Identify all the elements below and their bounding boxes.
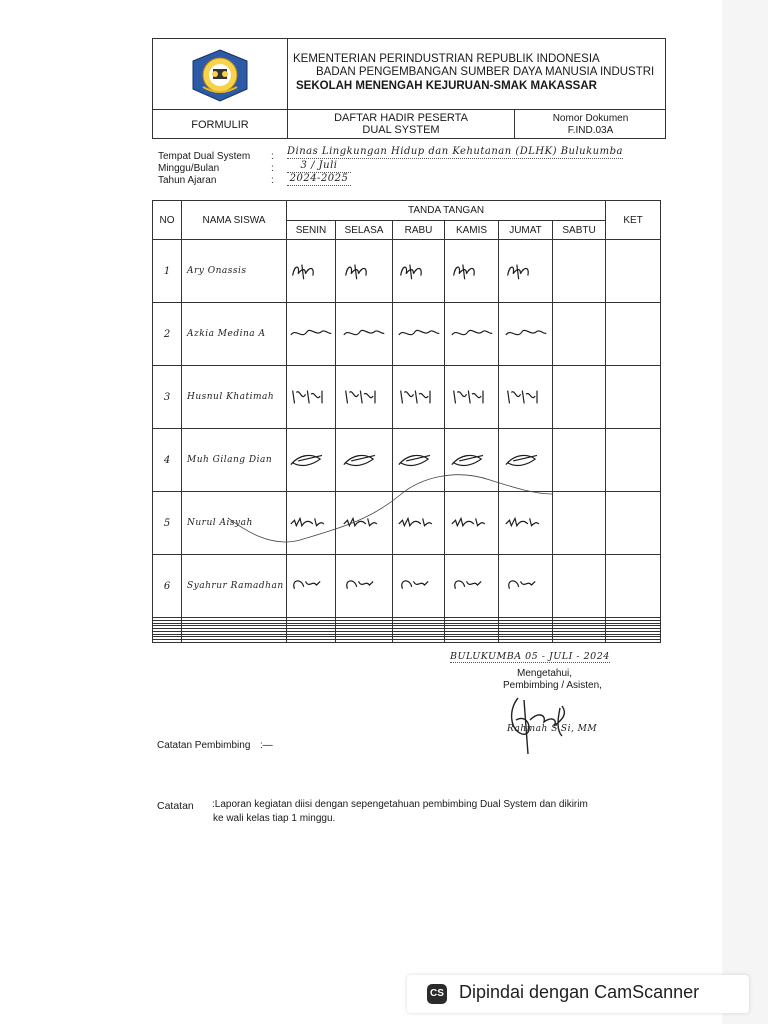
handwritten-signature-mark	[450, 260, 494, 282]
document-number	[516, 110, 665, 138]
student-name: Ary Onassis	[182, 240, 287, 303]
col-no: NO	[153, 201, 182, 240]
signature-cell	[553, 492, 606, 555]
form-label: FORMULIR	[153, 110, 288, 138]
table-row	[153, 240, 661, 303]
handwritten-signature-mark	[397, 575, 441, 597]
week-label: Minggu/Bulan	[158, 163, 220, 174]
handwritten-signature-mark	[450, 575, 494, 597]
signature-cell	[336, 303, 393, 366]
form-title-line1: DAFTAR HADIR PESERTA	[334, 112, 468, 124]
signature-cell	[553, 240, 606, 303]
table-row	[153, 366, 661, 429]
handwritten-signature-mark	[450, 449, 494, 471]
year-value: 2024-2025	[287, 173, 351, 186]
col-day-sabtu: SABTU	[553, 221, 606, 240]
col-signature-group: TANDA TANGAN	[287, 201, 606, 221]
signature-cell	[287, 555, 336, 618]
header-title-cell	[288, 39, 665, 110]
row-number: 2	[153, 303, 182, 366]
row-number: 5	[153, 492, 182, 555]
row-number: 1	[153, 240, 182, 303]
agency-name: BADAN PENGEMBANGAN SUMBER DAYA MANUSIA INDUSTRI	[316, 66, 655, 78]
handwritten-signature-mark	[450, 386, 494, 408]
attendance-rows	[153, 240, 661, 643]
signature-cell	[287, 240, 336, 303]
supervisor-role: Pembimbing / Asisten,	[503, 680, 602, 691]
form-title	[288, 110, 515, 138]
signature-cell	[499, 429, 553, 492]
handwritten-signature-mark	[450, 512, 494, 534]
signature-cell	[553, 429, 606, 492]
ministry-name: KEMENTERIAN PERINDUSTRIAN REPUBLIK INDONESIA	[293, 53, 600, 65]
col-day-jumat: JUMAT	[499, 221, 553, 240]
place-label: Tempat Dual System	[158, 151, 251, 162]
handwritten-signature-mark	[397, 323, 441, 345]
signature-cell	[499, 555, 553, 618]
handwritten-signature-mark	[289, 512, 333, 534]
ket-cell	[606, 555, 661, 618]
handwritten-signature-mark	[342, 260, 386, 282]
signature-cell	[393, 555, 445, 618]
handwritten-signature-mark	[504, 260, 548, 282]
signature-place-date: BULUKUMBA 05 - JULI - 2024	[450, 651, 610, 662]
week-colon: :	[271, 163, 274, 174]
signature-cell	[287, 640, 336, 643]
table-row	[153, 555, 661, 618]
handwritten-signature-mark	[342, 512, 386, 534]
document-header	[152, 38, 666, 139]
signature-cell	[445, 240, 499, 303]
handwritten-signature-mark	[342, 323, 386, 345]
notes-line1: :Laporan kegiatan diisi dengan sepengetahuan pembimbing Dual System dan dikirim	[212, 799, 588, 810]
handwritten-signature-mark	[342, 575, 386, 597]
handwritten-signature-mark	[504, 512, 548, 534]
signature-cell	[393, 429, 445, 492]
handwritten-signature-mark	[397, 512, 441, 534]
signature-cell	[499, 303, 553, 366]
student-name: Syahrur Ramadhan	[182, 555, 287, 618]
handwritten-signature-mark	[342, 449, 386, 471]
school-name: SEKOLAH MENENGAH KEJURUAN-SMAK MAKASSAR	[296, 80, 597, 92]
place-colon: :	[271, 151, 274, 162]
supervisor-name: Rahmah S.Si, MM	[507, 724, 598, 734]
supervisor-notes-value: :—	[260, 740, 273, 751]
signature-cell	[336, 429, 393, 492]
scan-page-edge	[722, 0, 768, 1024]
handwritten-signature-mark	[504, 323, 548, 345]
signature-cell	[287, 429, 336, 492]
handwritten-signature-mark	[289, 449, 333, 471]
document-number-value: F.IND.03A	[567, 125, 614, 136]
signature-cell	[287, 492, 336, 555]
table-row	[153, 492, 661, 555]
handwritten-signature-mark	[504, 575, 548, 597]
row-number	[153, 640, 182, 643]
year-label: Tahun Ajaran	[158, 175, 217, 186]
handwritten-signature-mark	[504, 449, 548, 471]
signature-cell	[553, 303, 606, 366]
signature-cell	[445, 555, 499, 618]
signature-cell	[393, 240, 445, 303]
col-day-senin: SENIN	[287, 221, 336, 240]
ket-cell	[606, 366, 661, 429]
handwritten-signature-mark	[504, 386, 548, 408]
col-day-selasa: SELASA	[336, 221, 393, 240]
document-number-label: Nomor Dokumen	[552, 113, 629, 124]
handwritten-signature-mark	[342, 386, 386, 408]
camscanner-text: Dipindai dengan CamScanner	[459, 982, 700, 1002]
camscanner-icon: CS	[427, 984, 447, 1004]
logo-cell	[153, 39, 288, 110]
student-name: Nurul Aisyah	[182, 492, 287, 555]
ket-cell	[606, 240, 661, 303]
handwritten-signature-mark	[397, 386, 441, 408]
signature-cell	[393, 640, 445, 643]
col-day-kamis: KAMIS	[445, 221, 499, 240]
form-title-line2: DUAL SYSTEM	[362, 124, 440, 136]
ket-cell	[606, 303, 661, 366]
row-number: 6	[153, 555, 182, 618]
notes-label: Catatan	[157, 800, 194, 812]
signature-cell	[445, 492, 499, 555]
signature-cell	[393, 492, 445, 555]
student-name: Azkia Medina A	[182, 303, 287, 366]
student-name	[182, 640, 287, 643]
supervisor-notes-label: Catatan Pembimbing	[157, 740, 251, 751]
table-row	[153, 429, 661, 492]
ket-cell	[606, 429, 661, 492]
header-row	[153, 201, 661, 221]
row-number: 4	[153, 429, 182, 492]
row-number: 3	[153, 366, 182, 429]
camscanner-watermark	[407, 975, 749, 1013]
col-day-rabu: RABU	[393, 221, 445, 240]
signature-cell	[445, 429, 499, 492]
handwritten-signature-mark	[289, 386, 333, 408]
signature-cell	[553, 555, 606, 618]
handwritten-signature-mark	[289, 575, 333, 597]
signature-cell	[336, 492, 393, 555]
signature-cell	[499, 240, 553, 303]
signature-cell	[553, 640, 606, 643]
acknowledged-label: Mengetahui,	[517, 668, 573, 679]
signature-cell	[336, 366, 393, 429]
week-value: 3 / Juli	[287, 160, 351, 173]
signature-cell	[499, 366, 553, 429]
signature-cell	[445, 303, 499, 366]
signature-cell	[553, 366, 606, 429]
handwritten-signature-mark	[450, 323, 494, 345]
ket-cell	[606, 492, 661, 555]
signature-cell	[393, 366, 445, 429]
ket-cell	[606, 640, 661, 643]
student-name: Muh Gilang Dian	[182, 429, 287, 492]
signature-cell	[499, 492, 553, 555]
year-colon: :	[271, 175, 274, 186]
signature-cell	[445, 640, 499, 643]
table-row	[153, 640, 661, 643]
handwritten-signature-mark	[397, 449, 441, 471]
table-row	[153, 303, 661, 366]
signature-cell	[336, 555, 393, 618]
signature-cell	[287, 366, 336, 429]
signature-cell	[445, 366, 499, 429]
student-name: Husnul Khatimah	[182, 366, 287, 429]
col-ket: KET	[606, 201, 661, 240]
handwritten-signature-mark	[289, 323, 333, 345]
attendance-table	[152, 200, 661, 643]
handwritten-signature-mark	[397, 260, 441, 282]
col-name: NAMA SISWA	[182, 201, 287, 240]
handwritten-signature-mark	[289, 260, 333, 282]
ministry-logo-icon	[153, 39, 287, 109]
signature-cell	[393, 303, 445, 366]
signature-cell	[336, 640, 393, 643]
place-value: Dinas Lingkungan Hidup dan Kehutanan (DLHK) Bulukumba	[287, 146, 623, 157]
notes-line2: ke wali kelas tiap 1 minggu.	[213, 813, 336, 824]
signature-cell	[287, 303, 336, 366]
signature-cell	[336, 240, 393, 303]
signature-cell	[499, 640, 553, 643]
